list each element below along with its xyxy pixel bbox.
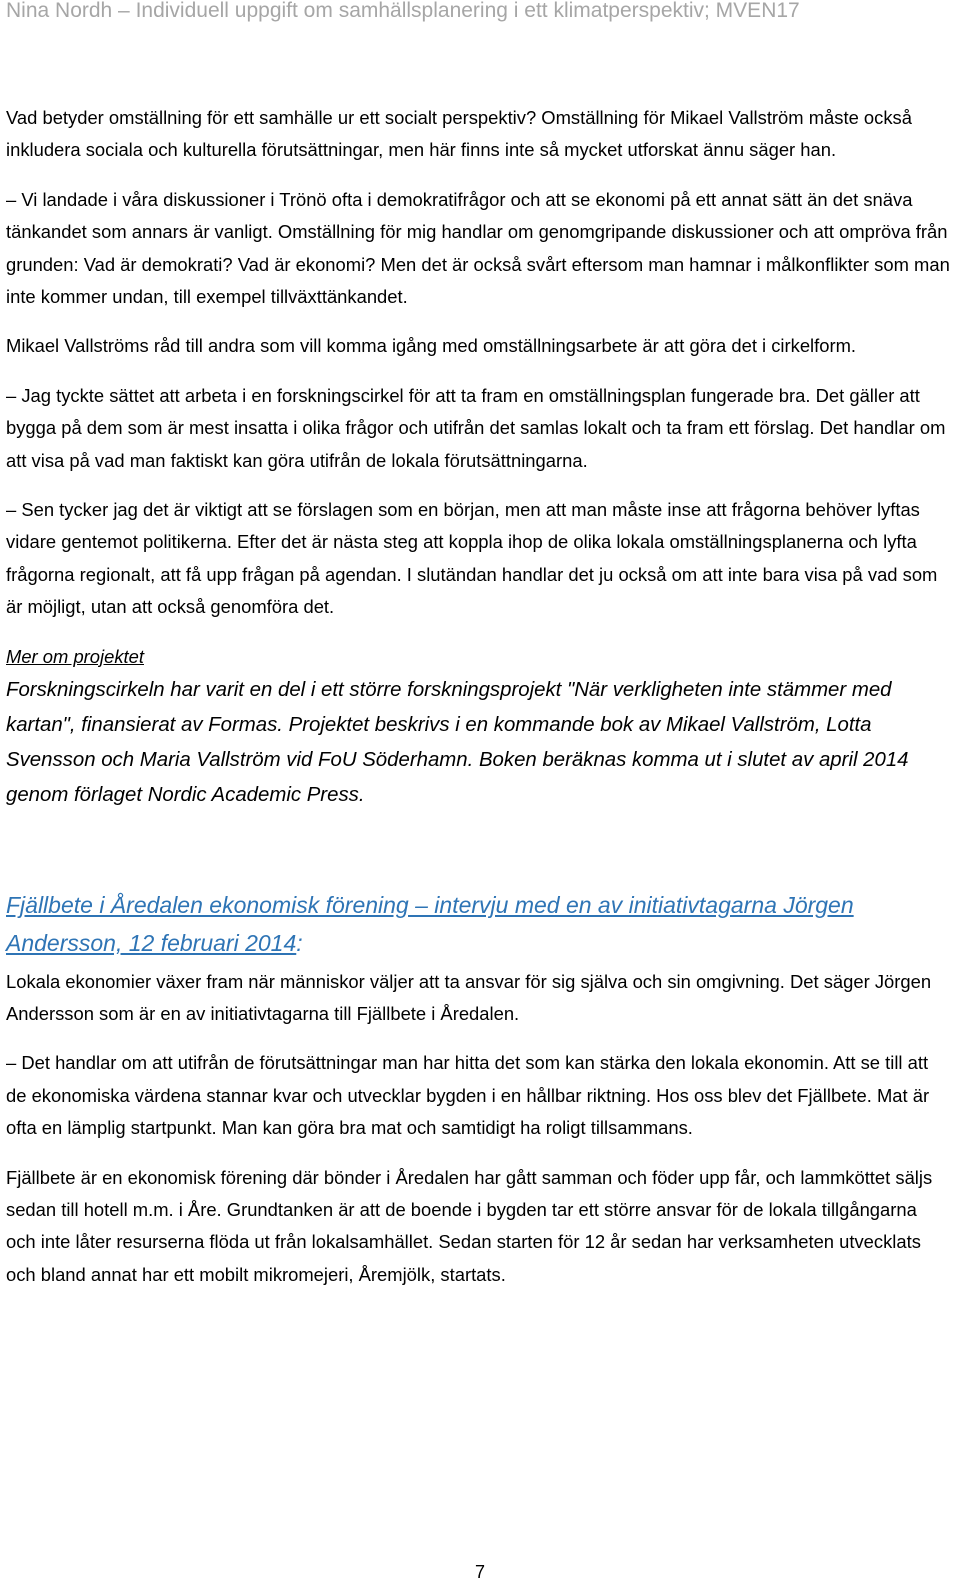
paragraph: – Jag tyckte sättet att arbeta i en forskningscirkel för att ta fram en omställningsplan fungerade bra. Det gäller att bygga på dem som är mest insatta i olika frågor och utifrån det samlas lokalt och ta fram ett förslag. Det handlar om att visa på vad man faktiskt kan göra utifrån de lokala förutsättningarna. [6,384,946,471]
paragraph: – Sen tycker jag det är viktigt att se förslagen som en början, men att man måste inse att frågorna behöver lyftas vidare gentemot politikerna. Efter det är nästa steg att koppla ihop de olika lokala omställningsplanerna och lyfta frågorna regionalt, att få upp frågan på agendan. I slutändan handlar det ju också om att inte bara visa på vad som är möjligt, utan att också genomföra det. [6,499,938,618]
section-heading [6,886,950,962]
section-heading-colon: : [296,929,303,956]
paragraph: – Det handlar om att utifrån de förutsättningar man har hitta det som kan stärka den lokala ekonomin. Att se till att de ekonomiska värdena stannar kvar och utvecklar bygden i en hållbar riktning. Hos oss blev det Fjällbete. Mat är ofta en lämplig startpunkt. Man kan göra bra mat och samtidigt ha roligt tillsammans. [6,1052,930,1139]
paragraph: – Vi landade i våra diskussioner i Trönö ofta i demokratifrågor och att se ekonomi på ett annat sätt än det snäva tänkandet som annars är vanligt. Omställning för mig handlar om genomgripande diskussioner och att ompröva från grunden: Vad är demokrati? Vad är ekonomi? Men det är också svårt eftersom man hamnar i målkonflikter som man inte kommer undan, till exempel tillväxttänkandet. [6,188,950,308]
section-heading-text: Fjällbete i Åredalen ekonomisk förening – intervju med en av initiativtagarna Jörgen Andersson, 12 februari 2014 [6,891,854,956]
page-number: 7 [474,1562,485,1582]
more-about-project-text: Forskningscirkeln har varit en del i ett större forskningsprojekt "När verkligheten inte stämmer med kartan", finansierat av Formas. Projektet beskrivs i en kommande bok av Mikael Vallström, Lotta Svensson och Maria Vallström vid FoU Söderhamn. Boken beräknas komma ut i slutet av april 2014 genom förlaget Nordic Academic Press. [6,678,909,807]
paragraph: Vad betyder omställning för ett samhälle ur ett socialt perspektiv? Omställning för Mikael Vallström måste också inkludera sociala och kulturella förutsättningar, men här finns inte så mycket utforskat ännu säger han. [6,107,912,161]
paragraph: Lokala ekonomier växer fram när människor väljer att ta ansvar för sig själva och sin omgivning. Det säger Jörgen Andersson som är en av initiativtagarna till Fjällbete i Åredalen. [6,970,932,1024]
paragraph: Fjällbete är en ekonomisk förening där bönder i Åredalen har gått samman och föder upp får, och lammköttet säljs sedan till hotell m.m. i Åre. Grundtanken är att de boende i bygden tar ett större ansvar för de lokala tillgångarna och inte låter resurserna flöda ut från lokalsamhället. Sedan starten för 12 år sedan har verksamheten utvecklats och bland annat har ett mobilt mikromejeri, Åremjölk, startats. [6,1166,933,1285]
more-about-project-heading: Mer om projektet [6,645,144,667]
page-header: Nina Nordh – Individuell uppgift om samhällsplanering i ett klimatperspektiv; MVEN17 [6,0,800,22]
document-body [6,102,950,1308]
paragraph: Mikael Vallströms råd till andra som vill komma igång med omställningsarbete är att göra det i cirkelform. [6,335,857,357]
